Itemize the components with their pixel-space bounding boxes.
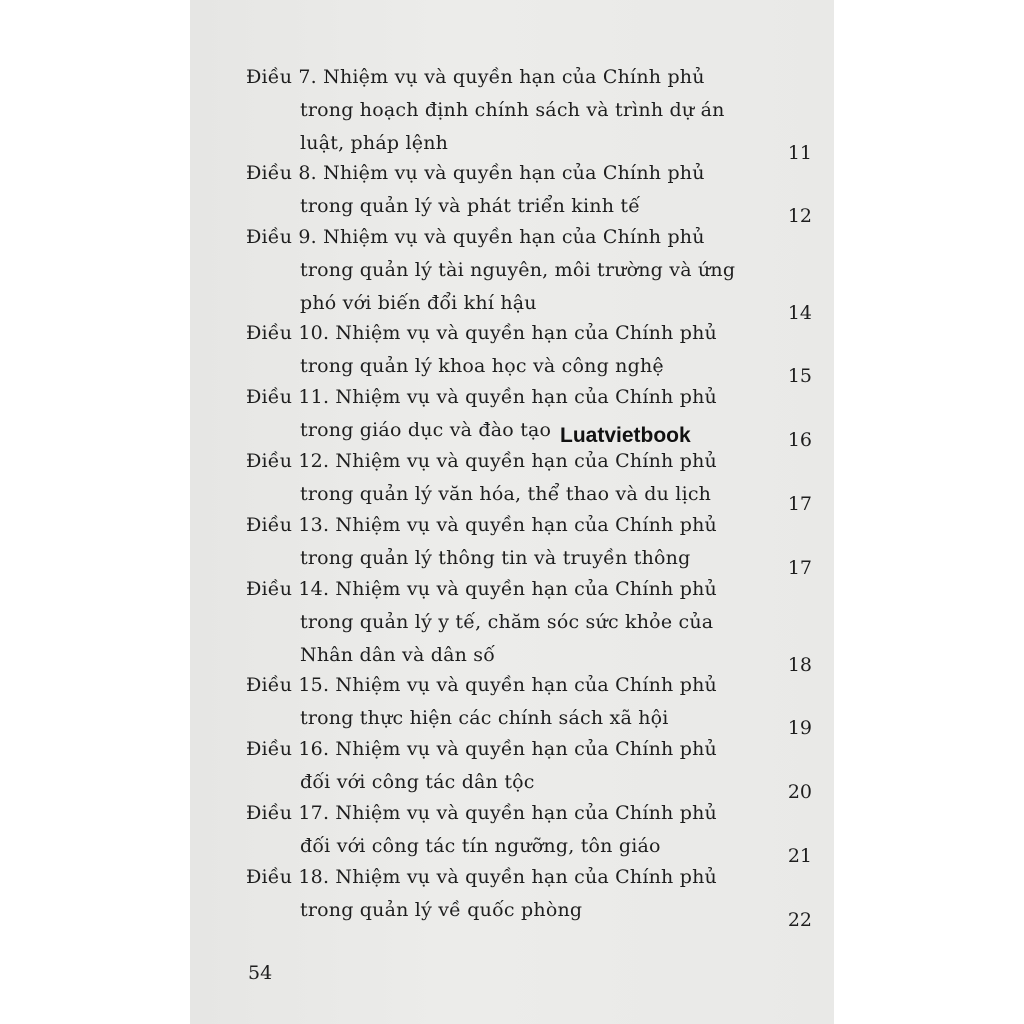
toc-entry-text: Nhân dân và dân số xyxy=(300,644,496,666)
toc-entry-heading: Điều 15. Nhiệm vụ và quyền hạn của Chính phủ xyxy=(246,674,717,696)
toc-entry-text: trong quản lý tài nguyên, môi trường và ứng xyxy=(300,259,736,281)
toc-entry-heading: Điều 11. Nhiệm vụ và quyền hạn của Chính phủ xyxy=(246,386,717,408)
toc-entry-page: 22 xyxy=(787,909,812,931)
watermark: Luatvietbook xyxy=(560,424,691,447)
toc-entry-page: 19 xyxy=(787,717,812,739)
page-number: 54 xyxy=(248,962,273,984)
toc-entry-heading: Điều 13. Nhiệm vụ và quyền hạn của Chính phủ xyxy=(246,514,717,536)
toc-entry-text: đối với công tác dân tộc xyxy=(300,771,535,793)
toc-entry-heading: Điều 12. Nhiệm vụ và quyền hạn của Chính phủ xyxy=(246,450,717,472)
toc-entry-page: 17 xyxy=(787,557,812,579)
book-page xyxy=(190,0,834,1024)
toc-entry-heading: Điều 10. Nhiệm vụ và quyền hạn của Chính phủ xyxy=(246,322,717,344)
toc-entry-page: 11 xyxy=(787,142,812,164)
toc-entry-heading: Điều 18. Nhiệm vụ và quyền hạn của Chính phủ xyxy=(246,866,717,888)
toc-entry-page: 18 xyxy=(787,654,812,676)
toc-entry-heading: Điều 14. Nhiệm vụ và quyền hạn của Chính phủ xyxy=(246,578,717,600)
toc-entry-text: trong quản lý và phát triển kinh tế xyxy=(300,195,641,217)
toc-entry-text: trong quản lý thông tin và truyền thông xyxy=(300,547,691,569)
toc-entry-text: trong hoạch định chính sách và trình dự án xyxy=(300,99,725,121)
toc-entry-page: 21 xyxy=(787,845,812,867)
toc-entry-text: trong quản lý khoa học và công nghệ xyxy=(300,355,664,377)
toc-entry-page: 20 xyxy=(787,781,812,803)
toc-entry-text: trong giáo dục và đào tạo xyxy=(300,419,552,441)
toc-entry-page: 17 xyxy=(787,493,812,515)
toc-entry-page: 14 xyxy=(787,302,812,324)
toc-entry-heading: Điều 8. Nhiệm vụ và quyền hạn của Chính phủ xyxy=(246,162,705,184)
toc-entry-page: 12 xyxy=(787,205,812,227)
toc-entry-heading: Điều 16. Nhiệm vụ và quyền hạn của Chính phủ xyxy=(246,738,717,760)
toc-entry-text: trong quản lý về quốc phòng xyxy=(300,899,583,921)
toc-entry-text: trong quản lý văn hóa, thể thao và du lịch xyxy=(300,483,712,505)
toc-entry-text: phó với biến đổi khí hậu xyxy=(300,292,537,314)
toc-entry-text: trong quản lý y tế, chăm sóc sức khỏe của xyxy=(300,611,714,633)
toc-entry-heading: Điều 9. Nhiệm vụ và quyền hạn của Chính phủ xyxy=(246,226,705,248)
toc-entry-text: đối với công tác tín ngưỡng, tôn giáo xyxy=(300,835,661,857)
toc-entry-text: luật, pháp lệnh xyxy=(300,132,449,154)
toc-entry-text: trong thực hiện các chính sách xã hội xyxy=(300,707,669,729)
toc-entry-heading: Điều 17. Nhiệm vụ và quyền hạn của Chính phủ xyxy=(246,802,717,824)
toc-entry-page: 15 xyxy=(787,365,812,387)
toc-entry-page: 16 xyxy=(787,429,812,451)
toc-entry-heading: Điều 7. Nhiệm vụ và quyền hạn của Chính phủ xyxy=(246,66,705,88)
